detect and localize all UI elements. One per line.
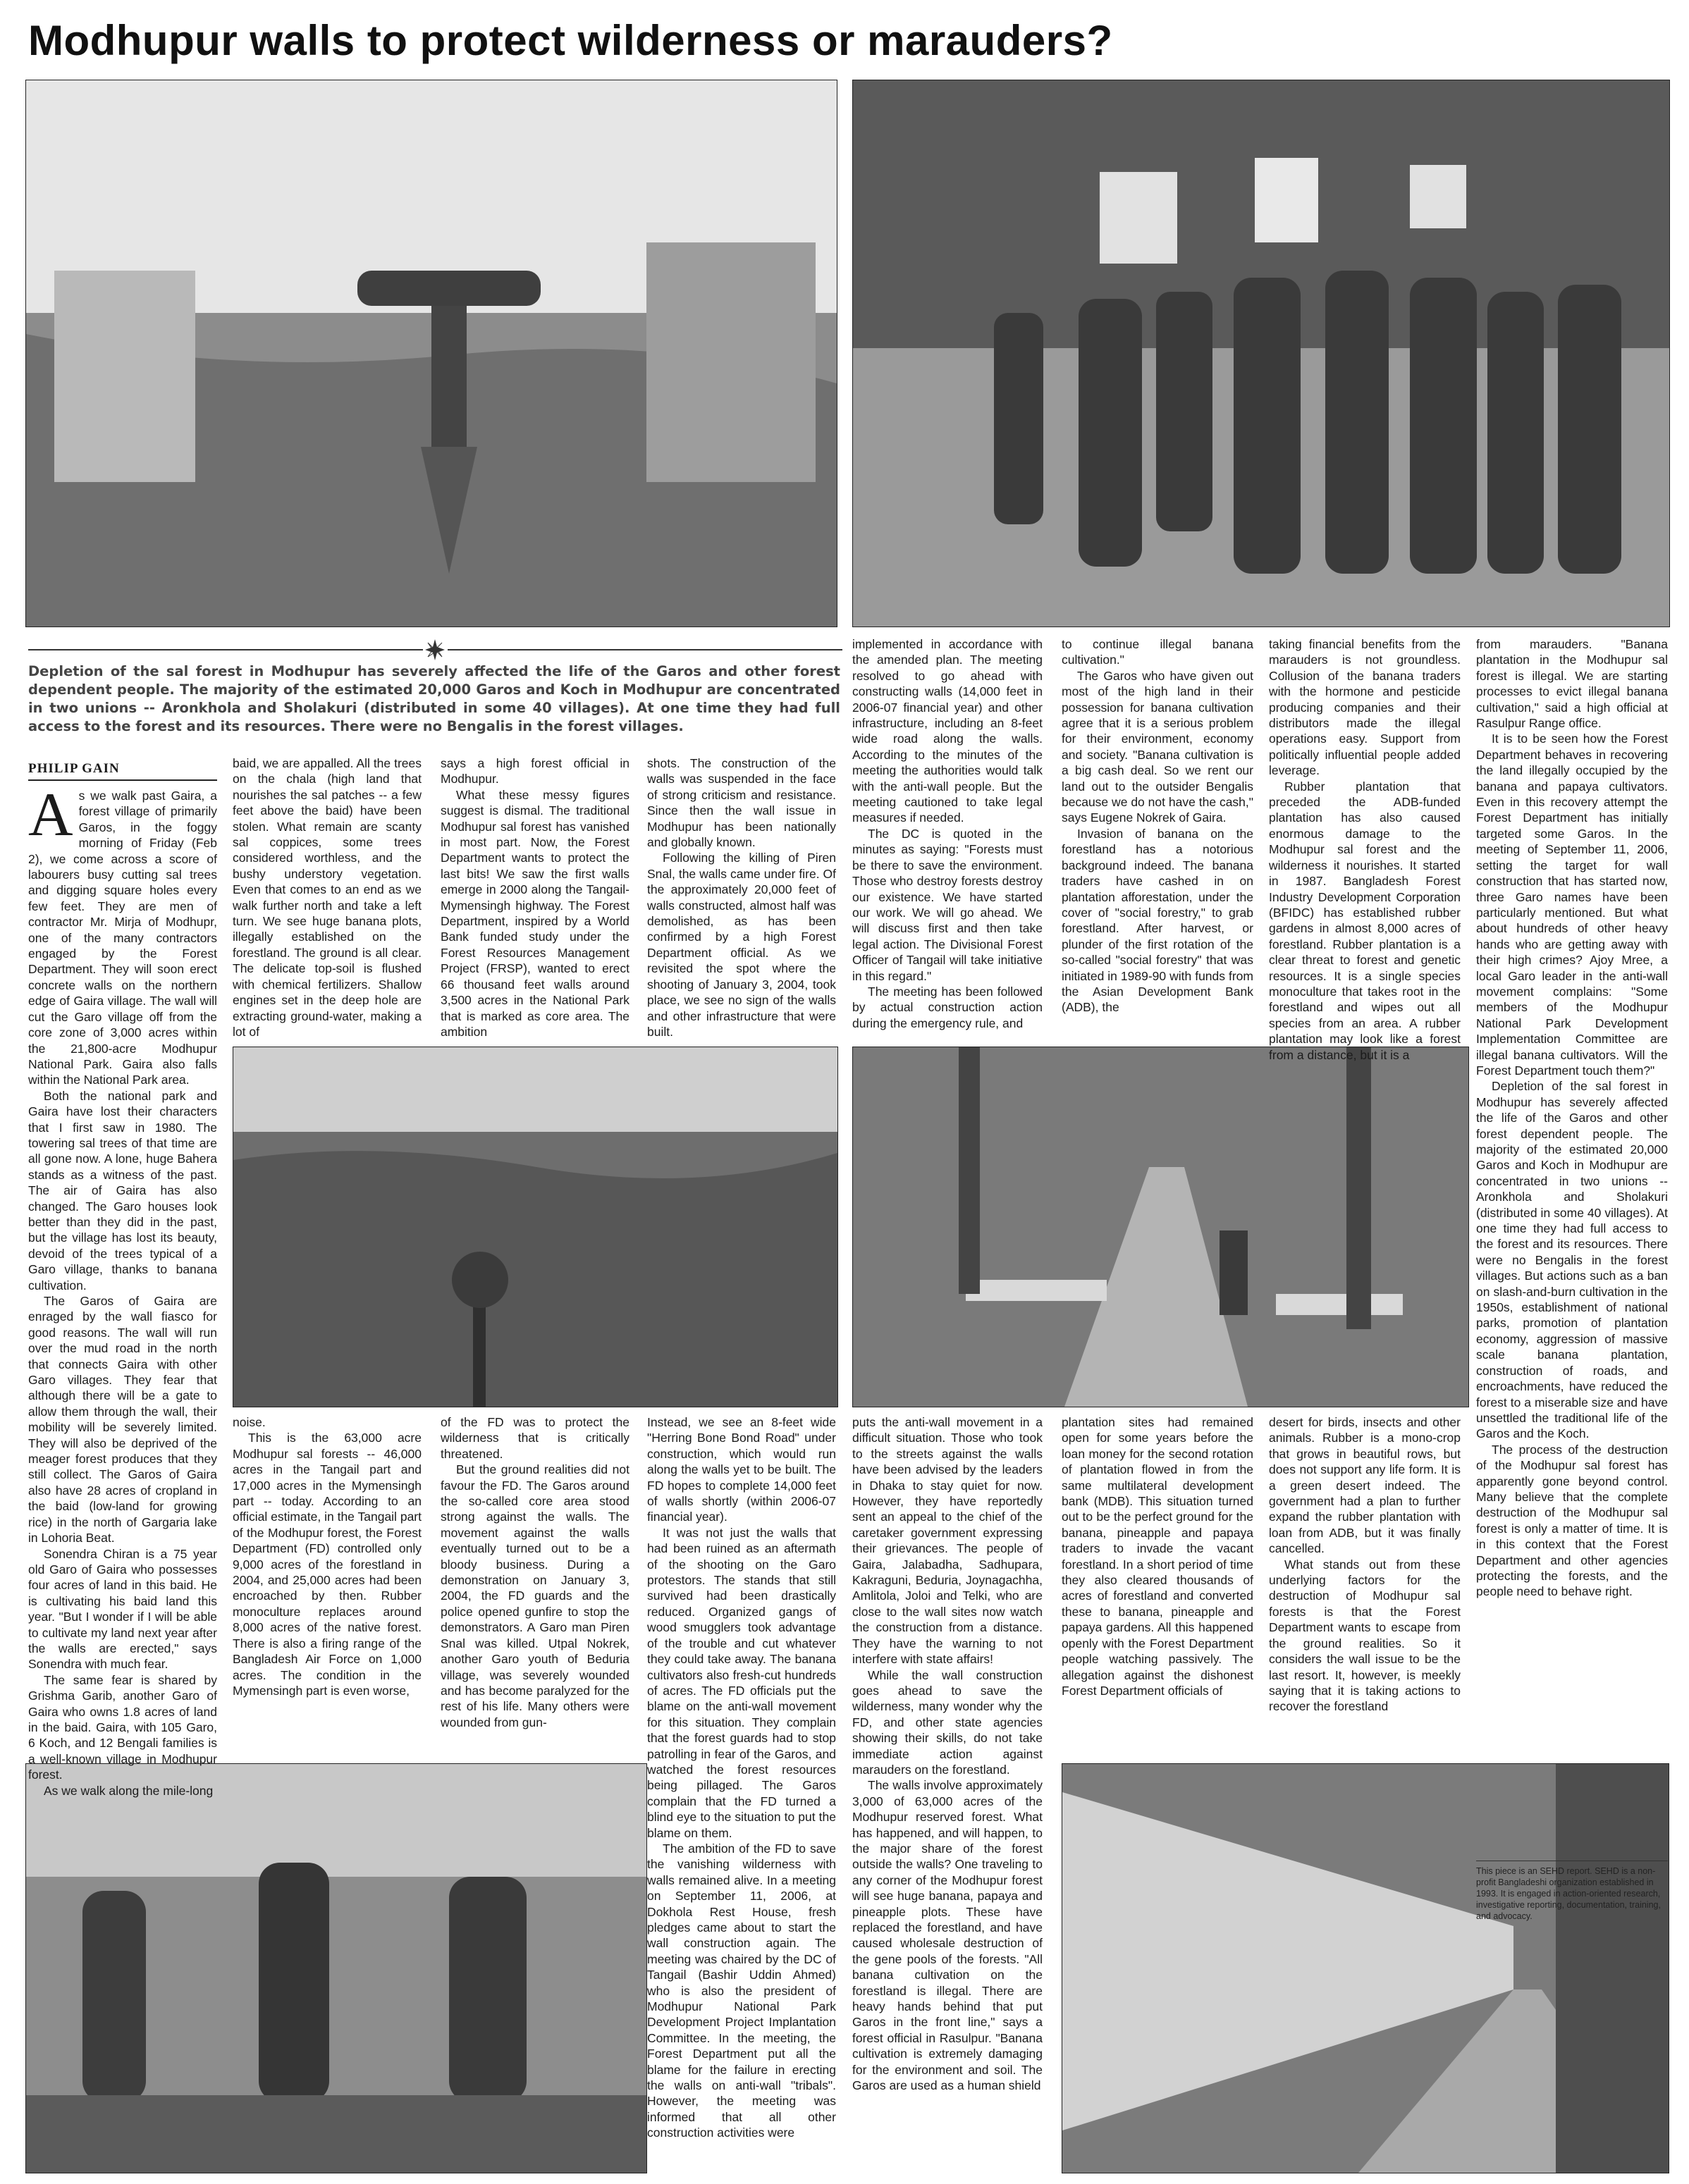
- article-column-1: [28, 781, 217, 1798]
- photo-banana-papaya-plantation: [233, 1047, 838, 1407]
- article-column-13: [1062, 1414, 1253, 1756]
- paragraph: The process of the destruction of the Modhupur sal forest has apparently gone beyond control. Many believe that the complete destruction of the Modhupur sal forest is only a matter of time. It is in this context that the Forest Department and other agencies protecting the forests, and the people need to behave right.: [1476, 1442, 1668, 1599]
- paragraph: Both the national park and Gaira have lost their characters that I first saw in 1980. The towering sal trees of that time are all gone now. A lone, huge Bahera stands as a witness of the past. The air of Gaira has also changed. The Garo houses look better than they did in the past, but the village has lost its beauty, devoid of the trees typical of a Garo village, thanks to banana cultivation.: [28, 1088, 217, 1292]
- paragraph: Depletion of the sal forest in Modhupur has severely affected the life of the Garos and other forest dependent people. The majority of the estimated 20,000 Garos and Koch in Modhupur are concentrated in two unions -- Aronkhola and Sholakuri (distributed in some 40 villages). At one time they had full access to the forest and its resources. There were no Bengalis in the forest villages. But actions such as a ban on slash-and-burn cultivation in the 1950s, establishment of national parks, promotion of plantation economy, aggression of massive scale banana plantation, construction of roads, and encroachments, have reduced the forest to a miserable size and have unsettled the traditional life of the Garos and the Koch.: [1476, 1079, 1668, 1441]
- paragraph: implemented in accordance with the amended plan. The meeting resolved to go ahead with constructing walls (14,000 feet in 2006-07 financial year) and other infrastructure, including an 8-feet wide road along the walls. According to the minutes of the meeting the authorities would talk with the anti-wall people. But the meeting cautioned to take legal measures if needed.: [852, 637, 1043, 825]
- paragraph: to continue illegal banana cultivation.": [1062, 637, 1253, 667]
- paragraph: The Garos of Gaira are enraged by the wall fiasco for good reasons. The wall will run over the mud road in the north that connects Gaira with other Garo villages. They fear that although there will be a gate to allow them through the wall, their mobility will be severely limited. They will also be deprived of the meager forest produces that they still collect. The Garos of Gaira also have 28 acres of cropland in the baid (low-land for growing rice) in the north of Gargaria lake in Lohoria Beat.: [28, 1294, 217, 1546]
- paragraph: says a high forest official in Modhupur.: [441, 756, 629, 786]
- paragraph: Sonendra Chiran is a 75 year old Garo of Gaira who possesses four acres of land in this baid. He is cultivating his baid land this year. "But I wonder if I will be able to cultivate my land next year after the walls are erected," says Sonendra with much fear.: [28, 1546, 217, 1672]
- article-column-2: [233, 755, 422, 1041]
- paragraph: The walls involve approximately 3,000 of 63,000 acres of the Modhupur reserved forest. What has happened, and will happen, to the major share of the forest outside the walls? One traveling to any corner of the Modhupur forest will see huge banana, papaya and pineapple plots. These have replaced the forestland, and have caused wholesale destruction of the gene pools of the forests. "All banana cultivation on the forestland is illegal. There are heavy hands behind that put Garos in the front line," says a forest official in Rasulpur. "Banana cultivation is extremely damaging for the environment and soil. The Garos are used as a human shield: [852, 1778, 1043, 2093]
- paragraph: It is to be seen how the Forest Department behaves in recovering the land illegally occupied by the banana and papaya cultivators. Even in this recovery attempt the Forest Department has initially targeted some Garos. In the meeting of September 11, 2006, setting the target for wall construction that has started now, three Garo names have been particularly mentioned. But what about hundreds of other heavy hands who are getting away with their high crimes? Ajoy Mree, a local Garo leader in the anti-wall movement complains: "Some members of the Modhupur National Park Development Implementation Committee are illegal banana cultivators. Will the Forest Department touch them?": [1476, 732, 1668, 1078]
- byline: PHILIP GAIN: [28, 761, 217, 781]
- paragraph: The DC is quoted in the minutes as saying: "Forests must be there to save the environment. Those who destroy forests destroy our existence. We have started our work. We will go ahead. We will discuss first and then take legal action. The Divisional Forest Officer of Tangail will take initiative in this regard.": [852, 826, 1043, 983]
- paragraph: The Garos who have given out most of the high land in their possession for banana cultivation agree that it is a serious problem for their environment, economy and society. "Banana cultivation is a big cash deal. So we rent our land out to the outsider Bengalis because we do not have the cash," says Eugene Nokrek of Gaira.: [1062, 668, 1253, 825]
- paragraph: s we walk past Gaira, a forest village of primarily Garos, in the foggy morning of Friday (Feb 2), we come across a score of labourers busy cutting sal trees and digging square holes every few feet. They are men of contractor Mr. Mirja of Modhupr, one of the many contractors engaged by the Forest Department. They will soon erect concrete walls on the northern edge of Gaira village. The wall will cut the Garo village off from the core zone of 3,000 acres within the 21,800-acre Modhupur National Park. Gaira also falls within the National Park area.: [28, 789, 217, 1087]
- paragraph: Following the killing of Piren Snal, the walls came under fire. Of the approximately 20,000 feet of walls constructed, almost half was demolished, as has been confirmed by a high Forest Department official. As we revisited the spot where the shooting of January 3, 2004, took place, we see no sign of the walls and other infrastructure that were built.: [647, 851, 836, 1039]
- article-column-14: [1269, 1414, 1461, 1756]
- article-column-4: [647, 755, 836, 1041]
- star-ornament-icon: [425, 639, 445, 660]
- article-column-11: [647, 1414, 836, 2177]
- standfirst: Depletion of the sal forest in Modhupur has severely affected the life of the Garos and other forest dependent people. The majority of the estimated 20,000 Garos and Koch in Modhupur are concentrated in two unions -- Aronkhola and Sholakuri (distributed in some 40 villages). At one time they had full access to the forest and its resources. There were no Bengalis in the forest villages.: [28, 663, 840, 734]
- article-column-9: [233, 1414, 422, 1756]
- article-column-10: [441, 1414, 629, 1756]
- paragraph: from marauders. "Banana plantation in the Modhupur sal forest is illegal. We are starting processes to evict illegal banana cultivation," said a high official at Rasulpur Range office.: [1476, 637, 1668, 731]
- paragraph: noise.: [233, 1415, 266, 1429]
- paragraph: plantation sites had remained open for some years before the loan money for the second rotation of plantation flowed in from the same multilateral development bank (MDB). This situation turned out to be the perfect ground for the banana, pineapple and papaya traders to invade the vacant forestland. In a short period of time they also cleared thousands of acres of forestland and converted these to banana, pineapple and papaya gardens. All this happened openly with the Forest Department people watching passively. The allegation against the dishonest Forest Department officials of: [1062, 1415, 1253, 1698]
- paragraph: The meeting has been followed by actual construction action during the emergency rule, and: [852, 984, 1043, 1030]
- photo-wall-construction-workers: [852, 1047, 1469, 1407]
- paragraph: baid, we are appalled. All the trees on the chala (high land that nourishes the sal patches -- a few feet above the baid) have been stolen. What remain are scanty sal coppices, some trees considered worthless, and the bushy understory vegetation. Even that comes to an end as we walk further north and take a left turn. We see huge banana plots, illegally established on the forestland. The ground is all clear. The delicate top-soil is flushed with chemical fertilizers. Shallow engines set in the deep hole are extracting ground-water, making a lot of: [233, 756, 422, 1039]
- paragraph: Invasion of banana on the forestland has a notorious background indeed. The banana traders have cashed in on plantation afforestation, under the cover of "social forestry," to grab forestland. After harvest, or plunder of the first rotation of the so-called "social forestry" that was initiated in 1989-90 with funds from the Asian Development Bank (ADB), the: [1062, 826, 1253, 1015]
- paragraph: of the FD was to protect the wilderness that is critically threatened.: [441, 1415, 629, 1461]
- paragraph: taking financial benefits from the marauders is not groundless. Collusion of the banana traders with the hormone and pesticide producing companies and their distributors made the illegal operations easy. Support from politically influential people added leverage.: [1269, 637, 1461, 778]
- paragraph: This is the 63,000 acre Modhupur sal forests -- 46,000 acres in the Tangail part and 17,000 acres in the Mymensingh part -- today. According to an official estimate, in the Tangail part of the Modhupur forest, the Forest Department (FD) controlled only 9,000 acres of the forestland in 2004, and 25,000 acres had been encroached by then. Rubber monoculture replaces around 8,000 acres of the native forest. There is also a firing range of the Bangladesh Air Force on 1,000 acres. The condition in the Mymensingh part is even worse,: [233, 1431, 422, 1698]
- paragraph: The same fear is shared by Grishma Garib, another Garo of Gaira who owns 1.8 acres of land in the baid. Gaira, with 105 Garo, 6 Koch, and 12 Bengali families is a well-known village in Modhupur forest.: [28, 1672, 217, 1782]
- article-column-8: [1476, 636, 1668, 1852]
- article-column-6: [1062, 636, 1253, 1041]
- paragraph: While the wall construction goes ahead to save the wilderness, many wonder why the FD, and other state agencies showing their skills, do not take immediate action against marauders on the forestland.: [852, 1667, 1043, 1777]
- paragraph: What stands out from these underlying factors for the destruction of Modhupur sal forests is that the Forest Department wants to escape from the ground realities. So it considers the wall issue to be the last resort. It, however, is meekly saying that it is taking actions to recover the forestland: [1269, 1557, 1461, 1714]
- paragraph: Instead, we see an 8-feet wide "Herring Bone Bond Road" under construction, which would run along the walls yet to be built. The FD hopes to complete 14,000 feet of walls shortly (within 2006-07 financial year).: [647, 1415, 836, 1524]
- article-column-3: [441, 755, 629, 1041]
- paragraph: But the ground realities did not favour the FD. The Garos around the so-called core area stood strong against the walls. The movement against the walls eventually turned out to be a bloody business. During a demonstration on January 3, 2004, the FD guards and the police opened gunfire to stop the demonstrators. A Garo man Piren Snal was killed. Utpal Nokrek, another Garo youth of Beduria village, was severely wounded and has become paralyzed for the rest of his life. Many others were wounded from gun-: [441, 1462, 629, 1729]
- section-divider: [28, 638, 842, 662]
- paragraph: It was not just the walls that had been ruined as an aftermath of the shooting on the Garo protestors. The stands that still survived had been drastically reduced. Organized gangs of wood smugglers took advantage of the trouble and cut whatever they could take away. The banana cultivators also fresh-cut hundreds of acres. The FD officials put the blame on the anti-wall movement for this situation. They complain that the forest guards had to stop patrolling in fear of the Garos, and watched the forest resources being pillaged. The Garos complain that the FD turned a blind eye to the situation to put the blame on them.: [647, 1525, 836, 1840]
- paragraph: desert for birds, insects and other animals. Rubber is a mono-crop that grows in beautiful rows, but does not support any life form. It is a green desert indeed. The government had a plan to further expand the rubber plantation with loan from ADB, but it was finally cancelled.: [1269, 1415, 1461, 1556]
- headline: Modhupur walls to protect wilderness or marauders?: [28, 17, 1113, 64]
- photo-banana-bunches: [25, 1763, 647, 2173]
- paragraph: The ambition of the FD to save the vanishing wilderness with walls remained alive. In a meeting on September 11, 2006, at Dokhola Rest House, fresh pledges came about to start the wall construction again. The meeting was chaired by the DC of Tangail (Bashir Uddin Ahmed) who is also the president of Modhupur National Park Development Project Implantation Committee. In the meeting, the Forest Department put all the blame for the failure in erecting the walls on anti-wall "tribals". However, the meeting was informed that all other construction activities were: [647, 1841, 836, 2140]
- photo-woman-carrying-firewood: [25, 80, 837, 627]
- sehd-note: This piece is an SEHD report. SEHD is a non-profit Bangladeshi organization established in 1993. It is engaged in action-oriented research, investigative reporting, documentation, training, and advocacy.: [1476, 1861, 1668, 1922]
- photo-protest-march: [852, 80, 1670, 627]
- paragraph: What these messy figures suggest is dismal. The traditional Modhupur sal forest has vanished in most part. Now, the Forest Department wants to protect the last bits! We saw the first walls emerge in 2000 along the Tangail-Mymensingh highway. The Forest Department, inspired by a World Bank funded study under the Forest Resources Management Project (FRSP), wanted to erect 66 thousand feet walls around 3,500 acres in the National Park that is marked as core area. The ambition: [441, 787, 629, 1039]
- paragraph: shots. The construction of the walls was suspended in the face of strong criticism and resistance. Since then the wall issue in Modhupur has been nationally and globally known.: [647, 756, 836, 850]
- article-column-12: [852, 1414, 1043, 2177]
- paragraph: puts the anti-wall movement in a difficult situation. Those who took to the streets against the walls have been advised by the leaders in Dhaka to stay quiet for now. However, they have reportedly sent an appeal to the chief of the caretaker government expressing their grievances. The people of Gaira, Jalabadha, Sadhupara, Kakraguni, Beduria, Joynagachha, Amlitola, Joloi and Telki, who are close to the wall sites now watch the construction from a distance. They have the warning to not interfere with state affairs!: [852, 1415, 1043, 1667]
- article-column-5: [852, 636, 1043, 1041]
- article-column-7: [1269, 636, 1461, 1062]
- paragraph: As we walk along the mile-long: [44, 1783, 214, 1798]
- paragraph: Rubber plantation that preceded the ADB-funded plantation has also caused enormous damage to the Modhupur sal forest and the wilderness it nourishes. It started in 1987. Bangladesh Forest Industry Development Corporation (BFIDC) has established rubber gardens in almost 8,000 acres of forestland. Rubber plantation is a clear threat to forest and genetic resources. It is a single species monoculture that takes root in the forestland and wipes out all species from an area. A rubber plantation may look like a forest from a distance, but it is a: [1269, 779, 1461, 1062]
- dropcap: A: [28, 781, 73, 849]
